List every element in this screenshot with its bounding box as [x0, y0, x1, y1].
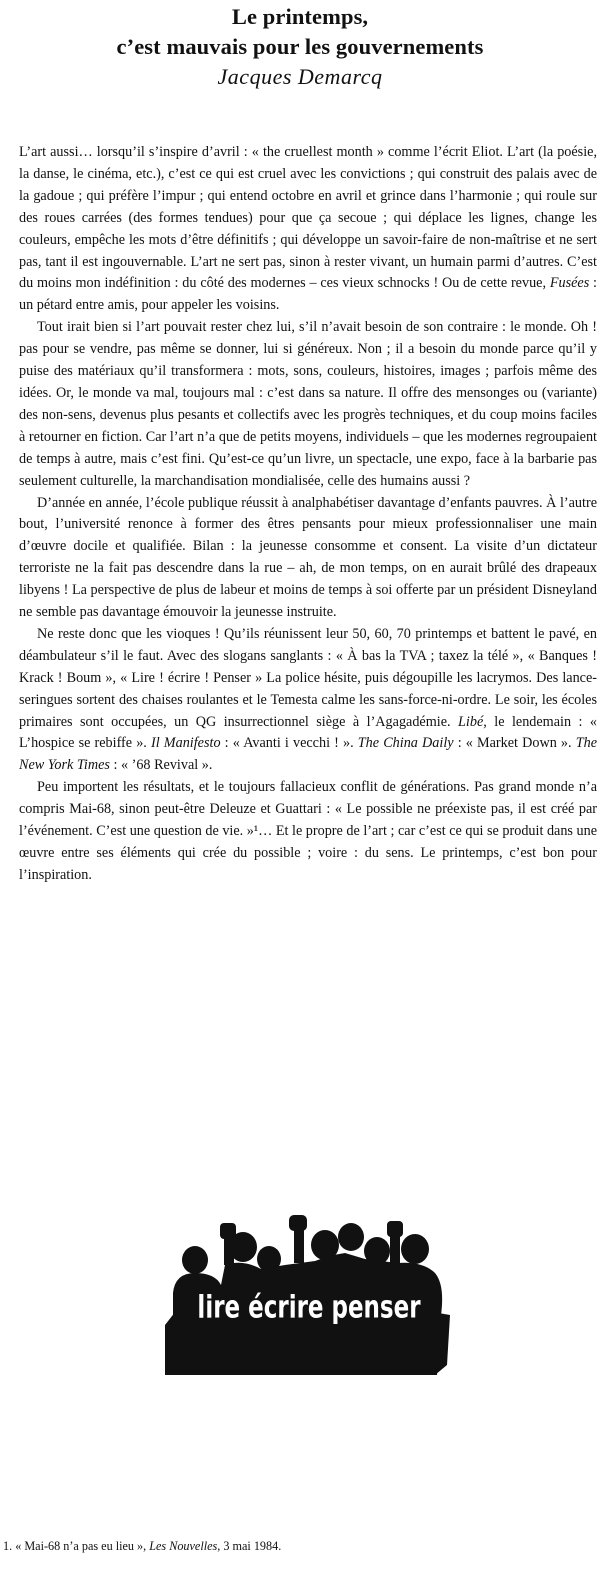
footnote-text-a: 1. « Mai-68 n’a pas eu lieu »,: [3, 1539, 150, 1553]
paragraph-1: [19, 142, 597, 317]
article-header: [0, 2, 600, 92]
paragraph-4-text-e: : « ’68 Revival ».: [109, 757, 213, 774]
article-title-line-1: Le printemps,: [231, 4, 369, 29]
paragraph-3: D’année en année, l’école publique réussit à analphabétiser davantage d’enfants pauvres. À l’autre bout, l’université renonce à former des êtres pensants pour mieux professionnaliser une main d’œuvre docile et qualifiée. Bilan : la jeunesse consomme et consent. La visite d’un dictateur terroriste ne la fait pas descendre dans la rue – ah, de mon temps, on en aurait brûlé des drapeaux libyens ! La perspective de plus de labeur et moins de temps à soi offerte par un président Disneyland ne semble pas davantage émouvoir la jeunesse instruite.: [19, 494, 597, 621]
paragraph-1-text-a: L’art aussi… lorsqu’il s’inspire d’avril : « the cruellest month » comme l’écrit Eliot. L’art (la poésie, la danse, le cinéma, etc.), c’est ce qui est cruel avec les convictions ; qui construit des palais avec de la gadoue ; qui préfère l’impur ; qui entend octobre en avril et grince dans l’harmonie ; qui roule sur des roues carrées (des formes tendues) pour que ça secoue ; qui déplace les lignes, change les couleurs, empêche les mots d’être définitifs ; qui développe un savoir-faire de non-maîtrise et ne sert pas, tant il est ingouvernable. L’art ne sert pas, sinon à rester vivant, un humain parmi d’autres. C’est du moins mon indéfinition : du côté des modernes – ces vieux schnocks ! Ou de cette revue,: [19, 144, 597, 292]
newspaper-libe: Libé: [458, 713, 484, 730]
paragraph-4-text-b: , le lendemain : « L’hospice se rebiffe ».: [19, 713, 597, 752]
silhouette-caption: lire écrire penser: [197, 1290, 421, 1326]
footnote-source-title: Les Nouvelles: [149, 1539, 218, 1553]
paragraph-2: Tout irait bien si l’art pouvait rester chez lui, s’il n’avait besoin de son contraire : le monde. Oh ! pas pour se vendre, pas même se donner, lui si généreux. Non ; il a besoin du monde parce qu’il y puise des matériaux qu’il transformera : mots, sons, couleurs, histoires, images ; parfois même des idées. Or, le monde va mal, toujours mal : c’est dans sa nature. Il offre des mensonges ou (variante) des non-sens, devenus plus pesants et collectifs avec les progrès techniques, et du coup moins faciles à retourner en fiction. Car l’art n’a que de petits moyens, individuels – que les modernes regroupaient de temps à autre, mais c’est fini. Qu’est-ce qu’un livre, un spectacle, une expo, face à la barbarie pas seulement culturelle, la marchandisation mondialisée, celle des humains aussi ?: [19, 319, 597, 489]
paragraph-4-text-a: Ne reste donc que les vioques ! Qu’ils réunissent leur 50, 60, 70 printemps et battent le pavé, en déambulateur s’il le faut. Avec des slogans sanglants : « À bas la TVA ; taxez la télé », « Banques ! Krack ! Boum », « Lire ! écrire ! Penser » La police hésite, puis dégoupille les lacrymos. Des lance-seringues sortent des chaises roulantes et le Temesta calme les sans-force-ni-ordre. Le soir, les écoles primaires sont occupées, un QG insurrectionnel siège à l’Agagadémie.: [19, 625, 597, 730]
paragraph-5: Peu importent les résultats, et le toujours fallacieux conflit de générations. Pas grand monde n’a compris Mai-68, sinon peut-être Deleuze et Guattari : « Le possible ne préexiste pas, il est créé par l’événement. C’est une question de vie. »¹… Et le propre de l’art ; car c’est ce qui se produit dans une œuvre entre ses éléments qui crée du possible ; voire : du sens. Le printemps, c’est bon pour l’inspiration.: [19, 779, 597, 883]
newspaper-il-manifesto: Il Manifesto: [150, 735, 221, 752]
newspaper-china-daily: The China Daily: [357, 735, 454, 752]
article-author: Jacques Demarcq: [217, 64, 383, 89]
article-title-line-2: c’est mauvais pour les gouvernements: [116, 34, 484, 59]
paragraph-4: [19, 624, 597, 777]
paragraph-4-text-c: : « Avanti i vecchi ! ».: [220, 735, 358, 752]
journal-title-fusees: Fusées: [549, 275, 590, 292]
newspaper-nyt: The New York Times: [19, 735, 597, 774]
protest-silhouette-illustration: [165, 1215, 450, 1375]
footnote-text-b: , 3 mai 1984.: [217, 1539, 282, 1553]
article-body: [19, 142, 597, 887]
footnote: [3, 1538, 593, 1554]
paragraph-1-text-b: : un pétard entre amis, pour appeler les voisins.: [19, 275, 597, 314]
paragraph-4-text-d: : « Market Down ».: [453, 735, 576, 752]
